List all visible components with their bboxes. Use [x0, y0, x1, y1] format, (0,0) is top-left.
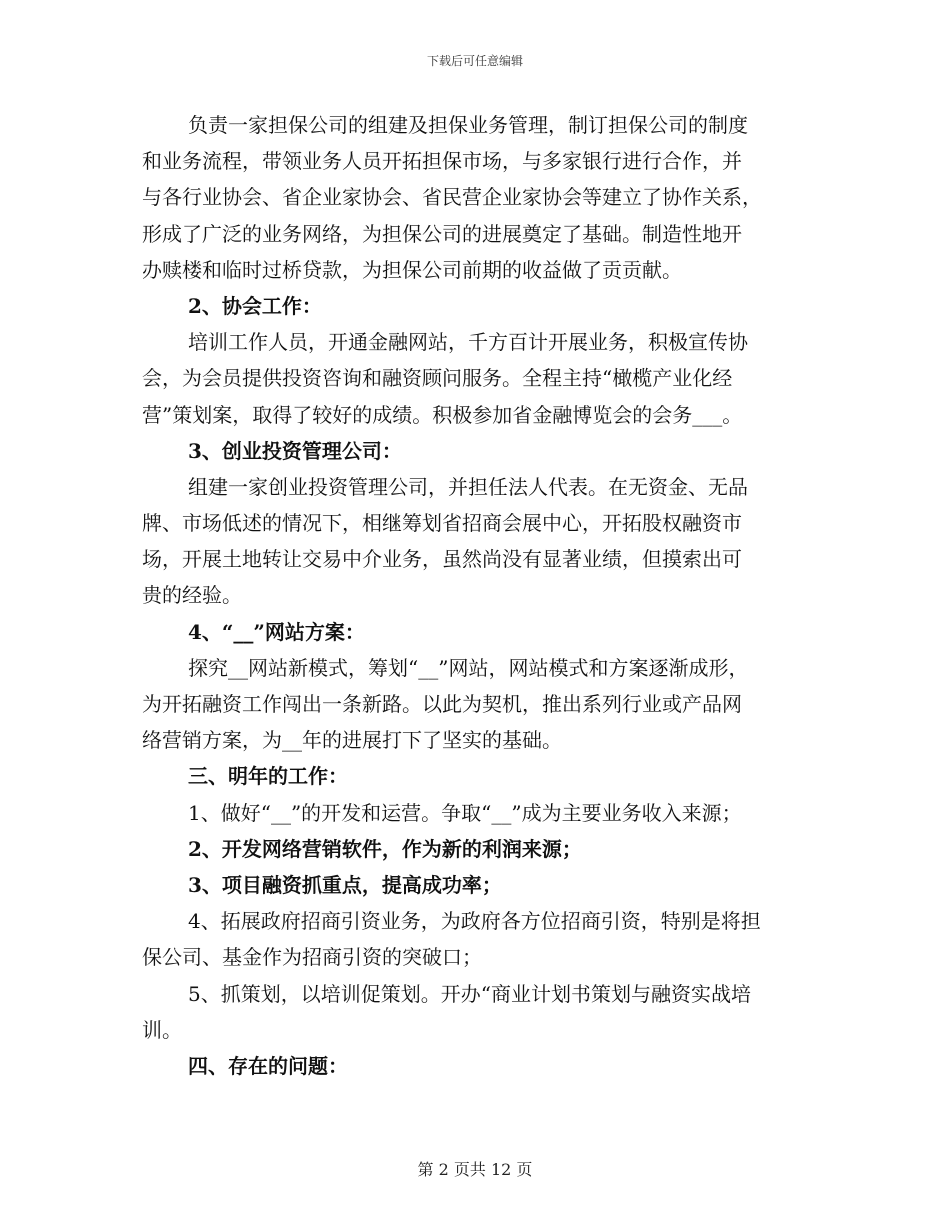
section-heading: 2、协会工作：: [188, 293, 322, 318]
paragraph-line: 场，开展土地转让交易中介业务，虽然尚没有显著业绩，但摸索出可: [142, 547, 742, 572]
page-header: 下载后可任意编辑: [426, 54, 523, 68]
list-item: 5、抓策划，以培训促策划。开办“商业计划书策划与融资实战培: [188, 981, 751, 1006]
paragraph-line: 与各行业协会、省企业家协会、省民营企业家协会等建立了协作关系，: [142, 185, 762, 210]
list-item: 2、开发网络营销软件，作为新的利润来源；: [188, 836, 582, 861]
paragraph-line: 络营销方案，为__年的进展打下了坚实的基础。: [142, 728, 562, 753]
paragraph-line: 会，为会员提供投资咨询和融资顾问服务。全程主持“橄榄产业化经: [142, 366, 733, 391]
list-item: 3、项目融资抓重点，提高成功率；: [188, 872, 502, 897]
list-item: 1、做好“__”的开发和运营。争取“__”成为主要业务收入来源；: [188, 800, 742, 825]
paragraph-line: 负责一家担保公司的组建及担保业务管理，制订担保公司的制度: [188, 113, 748, 137]
paragraph-line: 为开拓融资工作闯出一条新路。以此为契机，推出系列行业或产品网: [142, 692, 742, 716]
paragraph-line: 组建一家创业投资管理公司，并担任法人代表。在无资金、无品: [188, 474, 748, 499]
paragraph-line: 营”策划案，取得了较好的成绩。积极参加省金融博览会的会务___。: [142, 402, 743, 427]
paragraph-line: 办赎楼和临时过桥贷款，为担保公司前期的收益做了贡贡献。: [142, 257, 682, 282]
paragraph-line: 形成了广泛的业务网络，为担保公司的进展奠定了基础。制造性地开: [142, 221, 742, 246]
paragraph-line: 牌、市场低述的情况下，相继筹划省招商会展中心，开拓股权融资市: [142, 511, 742, 536]
paragraph-line: 培训工作人员，开通金融网站，千方百计开展业务，积极宣传协: [188, 330, 748, 355]
section-heading: 四、存在的问题：: [188, 1053, 348, 1078]
paragraph-line: 保公司、基金作为招商引资的突破口；: [142, 945, 482, 970]
paragraph-line: 和业务流程，带领业务人员开拓担保市场，与多家银行进行合作，并: [142, 149, 742, 174]
paragraph-line: 训。: [142, 1017, 182, 1042]
section-heading: 3、创业投资管理公司：: [188, 438, 402, 463]
section-heading: 三、明年的工作：: [188, 764, 348, 789]
list-item: 4、拓展政府招商引资业务，为政府各方位招商引资，特别是将担: [188, 909, 761, 934]
document-body: [142, 107, 822, 1084]
paragraph-line: 探究__网站新模式，筹划“__”网站，网站模式和方案逐渐成形，: [188, 655, 749, 680]
paragraph-line: 贵的经验。: [142, 583, 242, 608]
section-heading: 4、“__”网站方案：: [188, 619, 365, 644]
page-footer: 第 2 页共 12 页: [417, 1160, 533, 1179]
